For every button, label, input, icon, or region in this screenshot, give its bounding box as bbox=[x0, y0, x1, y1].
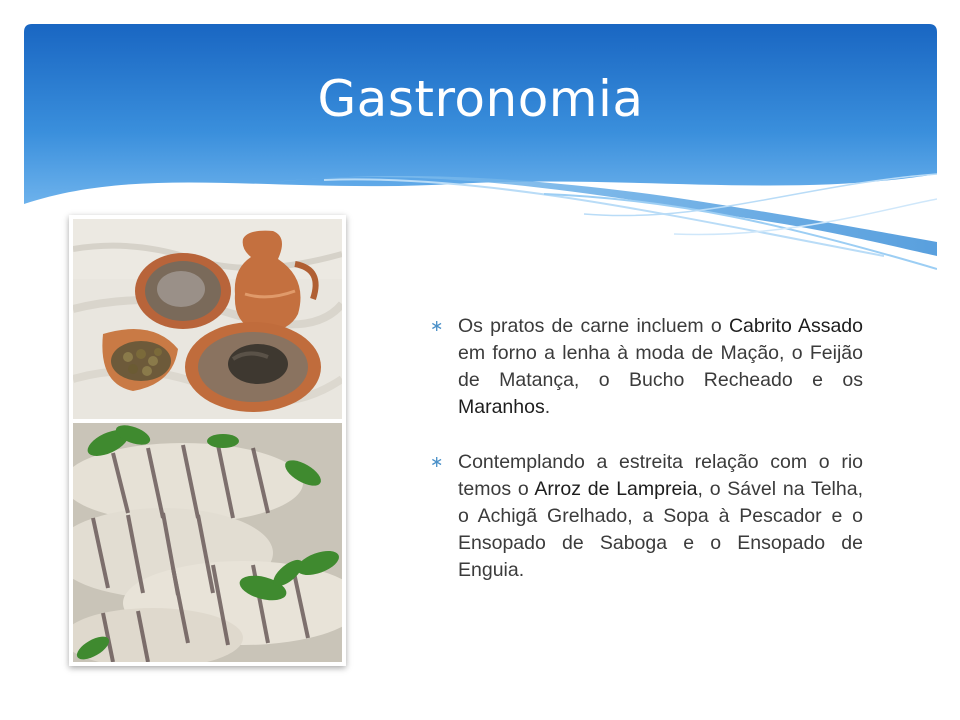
bullet-star-icon: ∗ bbox=[430, 454, 444, 471]
emphasis-text: Maranhos bbox=[458, 396, 545, 418]
emphasis-text: Cabrito Assado bbox=[728, 315, 863, 337]
bullet-item bbox=[430, 449, 863, 584]
bullet-star-icon: ∗ bbox=[430, 318, 444, 335]
bullet-text: Contemplando a estreita relação com o rio temos o Arroz de Lampreia, o Sável na Telha, o Achigã Grelhado, a Sopa à Pescador e o Ensopado de Saboga e o Ensopado de Enguia. bbox=[458, 451, 863, 581]
photo-collage bbox=[69, 215, 346, 666]
photo-meat-rolls bbox=[73, 423, 342, 662]
photo-clay-dishes bbox=[73, 219, 342, 419]
slide-title: Gastronomia bbox=[317, 70, 644, 128]
bullet-item bbox=[430, 313, 863, 421]
bullet-text: Os pratos de carne incluem o Cabrito Assado em forno a lenha à moda de Mação, o Feijão de Matança, o Bucho Recheado e os Maranhos. bbox=[458, 315, 863, 418]
emphasis-text: Arroz de Lampreia bbox=[534, 478, 698, 500]
bullet-list bbox=[430, 313, 863, 612]
